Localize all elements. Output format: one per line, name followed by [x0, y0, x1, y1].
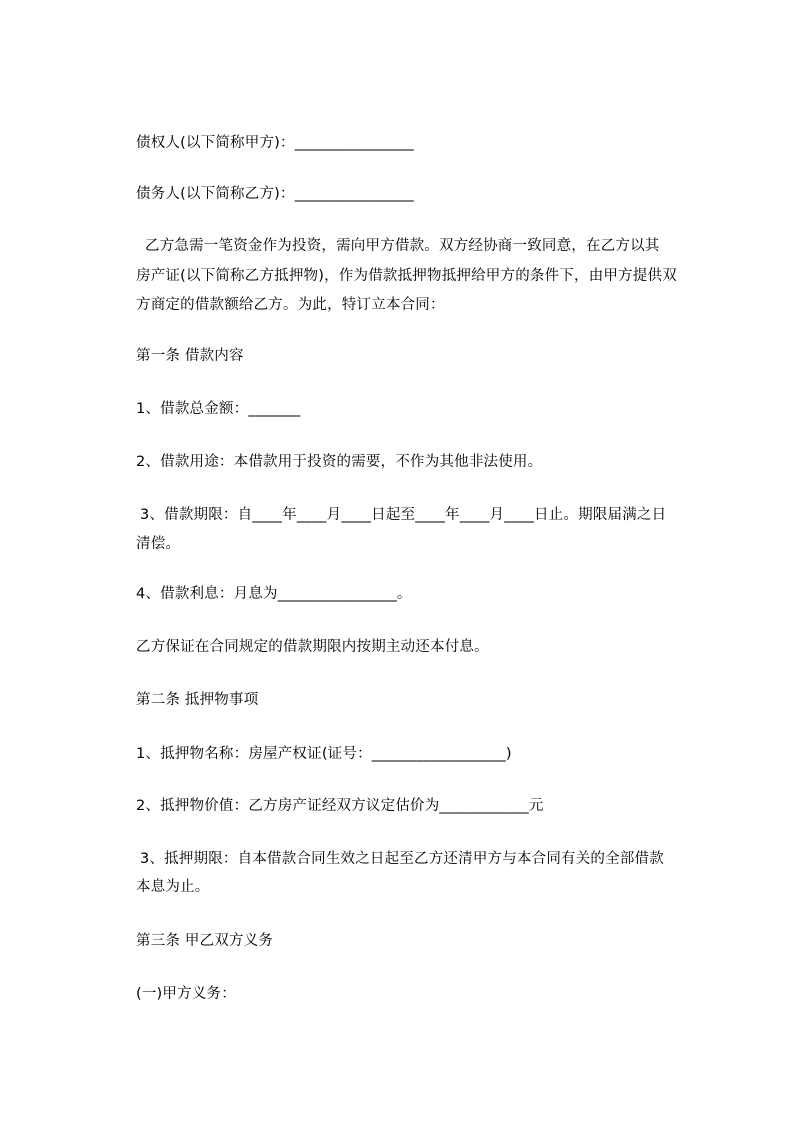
article-1-item-3-line-2: 清偿。 — [136, 536, 181, 552]
article-1-item-2: 2、借款用途：本借款用于投资的需要，不作为其他非法使用。 — [136, 454, 543, 470]
article-1-note: 乙方保证在合同规定的借款期限内按期主动还本付息。 — [136, 639, 489, 655]
intro-paragraph-line-1: 乙方急需一笔资金作为投资，需向甲方借款。双方经协商一致同意，在乙方以其 — [145, 238, 660, 254]
article-1-heading: 第一条 借款内容 — [136, 348, 244, 364]
article-3-section-1-heading: (一)甲方义务： — [136, 986, 236, 1002]
creditor-line: 债权人(以下简称甲方)：________________ — [136, 135, 414, 151]
article-2-heading: 第二条 抵押物事项 — [136, 692, 259, 708]
intro-paragraph-line-2: 房产证(以下简称乙方抵押物)，作为借款抵押物抵押给甲方的条件下，由甲方提供双 — [136, 268, 677, 284]
article-1-item-1: 1、借款总金额：_______ — [136, 401, 301, 417]
article-1-item-4: 4、借款利息：月息为________________。 — [136, 586, 412, 602]
article-2-item-3-line-1: 3、抵押期限：自本借款合同生效之日起至乙方还清甲方与本合同有关的全部借款 — [140, 851, 664, 867]
article-2-item-2: 2、抵押物价值：乙方房产证经双方议定估价为____________元 — [136, 798, 544, 814]
article-3-heading: 第三条 甲乙双方义务 — [136, 933, 274, 949]
article-2-item-3-line-2: 本息为止。 — [136, 879, 210, 895]
article-2-item-1: 1、抵押物名称：房屋产权证(证号：__________________) — [136, 746, 512, 762]
intro-paragraph-line-3: 方商定的借款额给乙方。为此，特订立本合同： — [136, 297, 445, 313]
article-1-item-3-line-1: 3、借款期限：自____年____月____日起至____年____月____日止。期限届满之日 — [140, 507, 667, 523]
debtor-line: 债务人(以下简称乙方)：________________ — [136, 186, 414, 202]
